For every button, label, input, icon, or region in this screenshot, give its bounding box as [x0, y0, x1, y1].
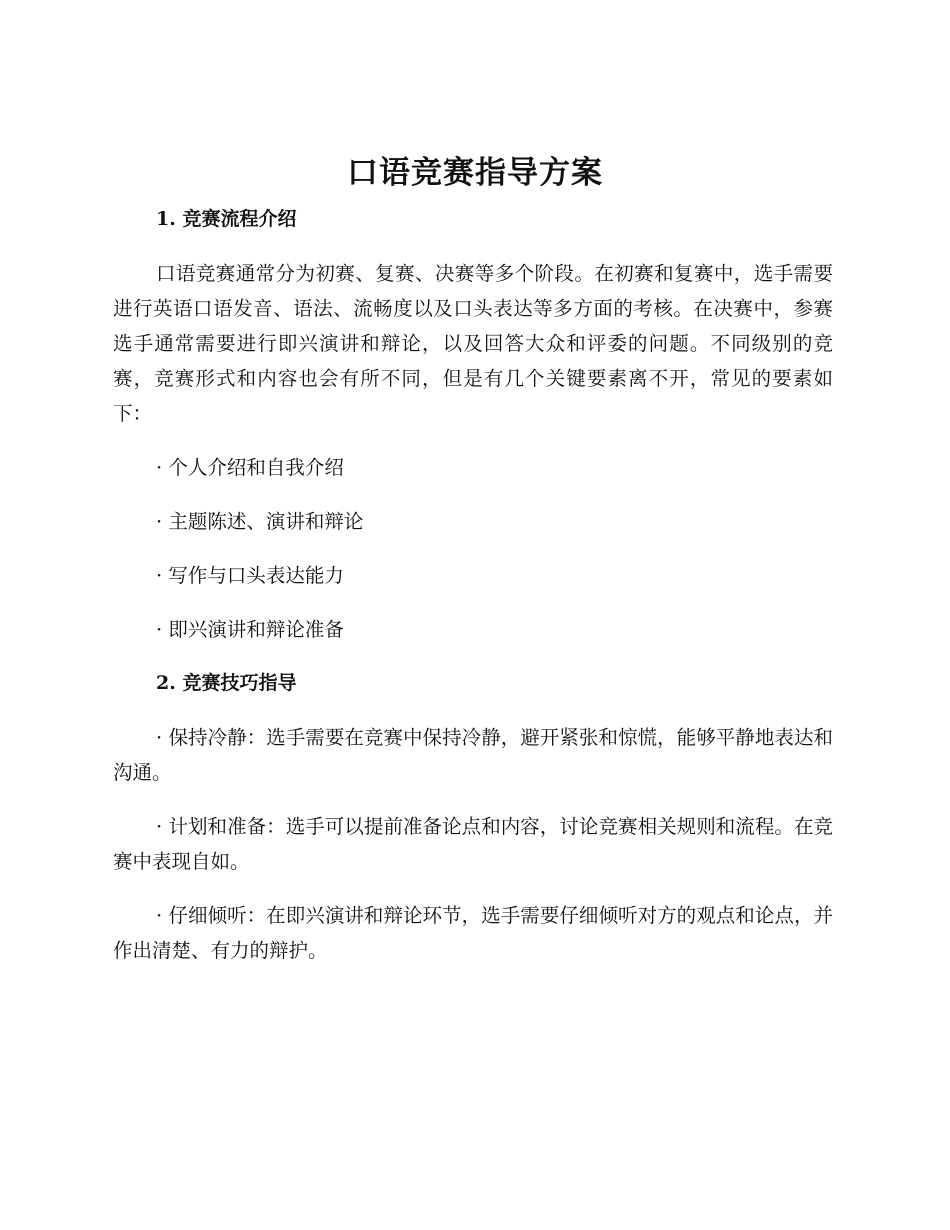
bullet-item: · 写作与口头表达能力: [156, 564, 344, 587]
bullet-item: · 主题陈述、演讲和辩论: [156, 510, 364, 533]
section-1-paragraph: 口语竞赛通常分为初赛、复赛、决赛等多个阶段。在初赛和复赛中，选手需要进行英语口语发音、语法、流畅度以及口头表达等多方面的考核。在决赛中，参赛选手通常需要进行即兴演讲和辩论，以及回答大众和评委的问题。不同级别的竞赛，竞赛形式和内容也会有所不同，但是有几个关键要素离不开，常见的要素如下：: [113, 262, 833, 425]
bullet-item: · 即兴演讲和辩论准备: [156, 618, 344, 641]
bullet-item: · 个人介绍和自我介绍: [156, 456, 344, 479]
section-heading-1: 1. 竞赛流程介绍: [156, 208, 297, 230]
tip-paragraph: · 仔细倾听：在即兴演讲和辩论环节，选手需要仔细倾听对方的观点和论点，并作出清楚、有力的辩护。: [113, 904, 833, 962]
section-heading-2: 2. 竞赛技巧指导: [156, 672, 297, 694]
document-title: 口语竞赛指导方案: [347, 155, 603, 191]
document-body: [113, 202, 833, 968]
tip-paragraph: · 计划和准备：选手可以提前准备论点和内容，讨论竞赛相关规则和流程。在竞赛中表现自如。: [113, 815, 833, 873]
tip-paragraph: · 保持冷静：选手需要在竞赛中保持冷静，避开紧张和惊慌，能够平静地表达和沟通。: [113, 726, 833, 784]
